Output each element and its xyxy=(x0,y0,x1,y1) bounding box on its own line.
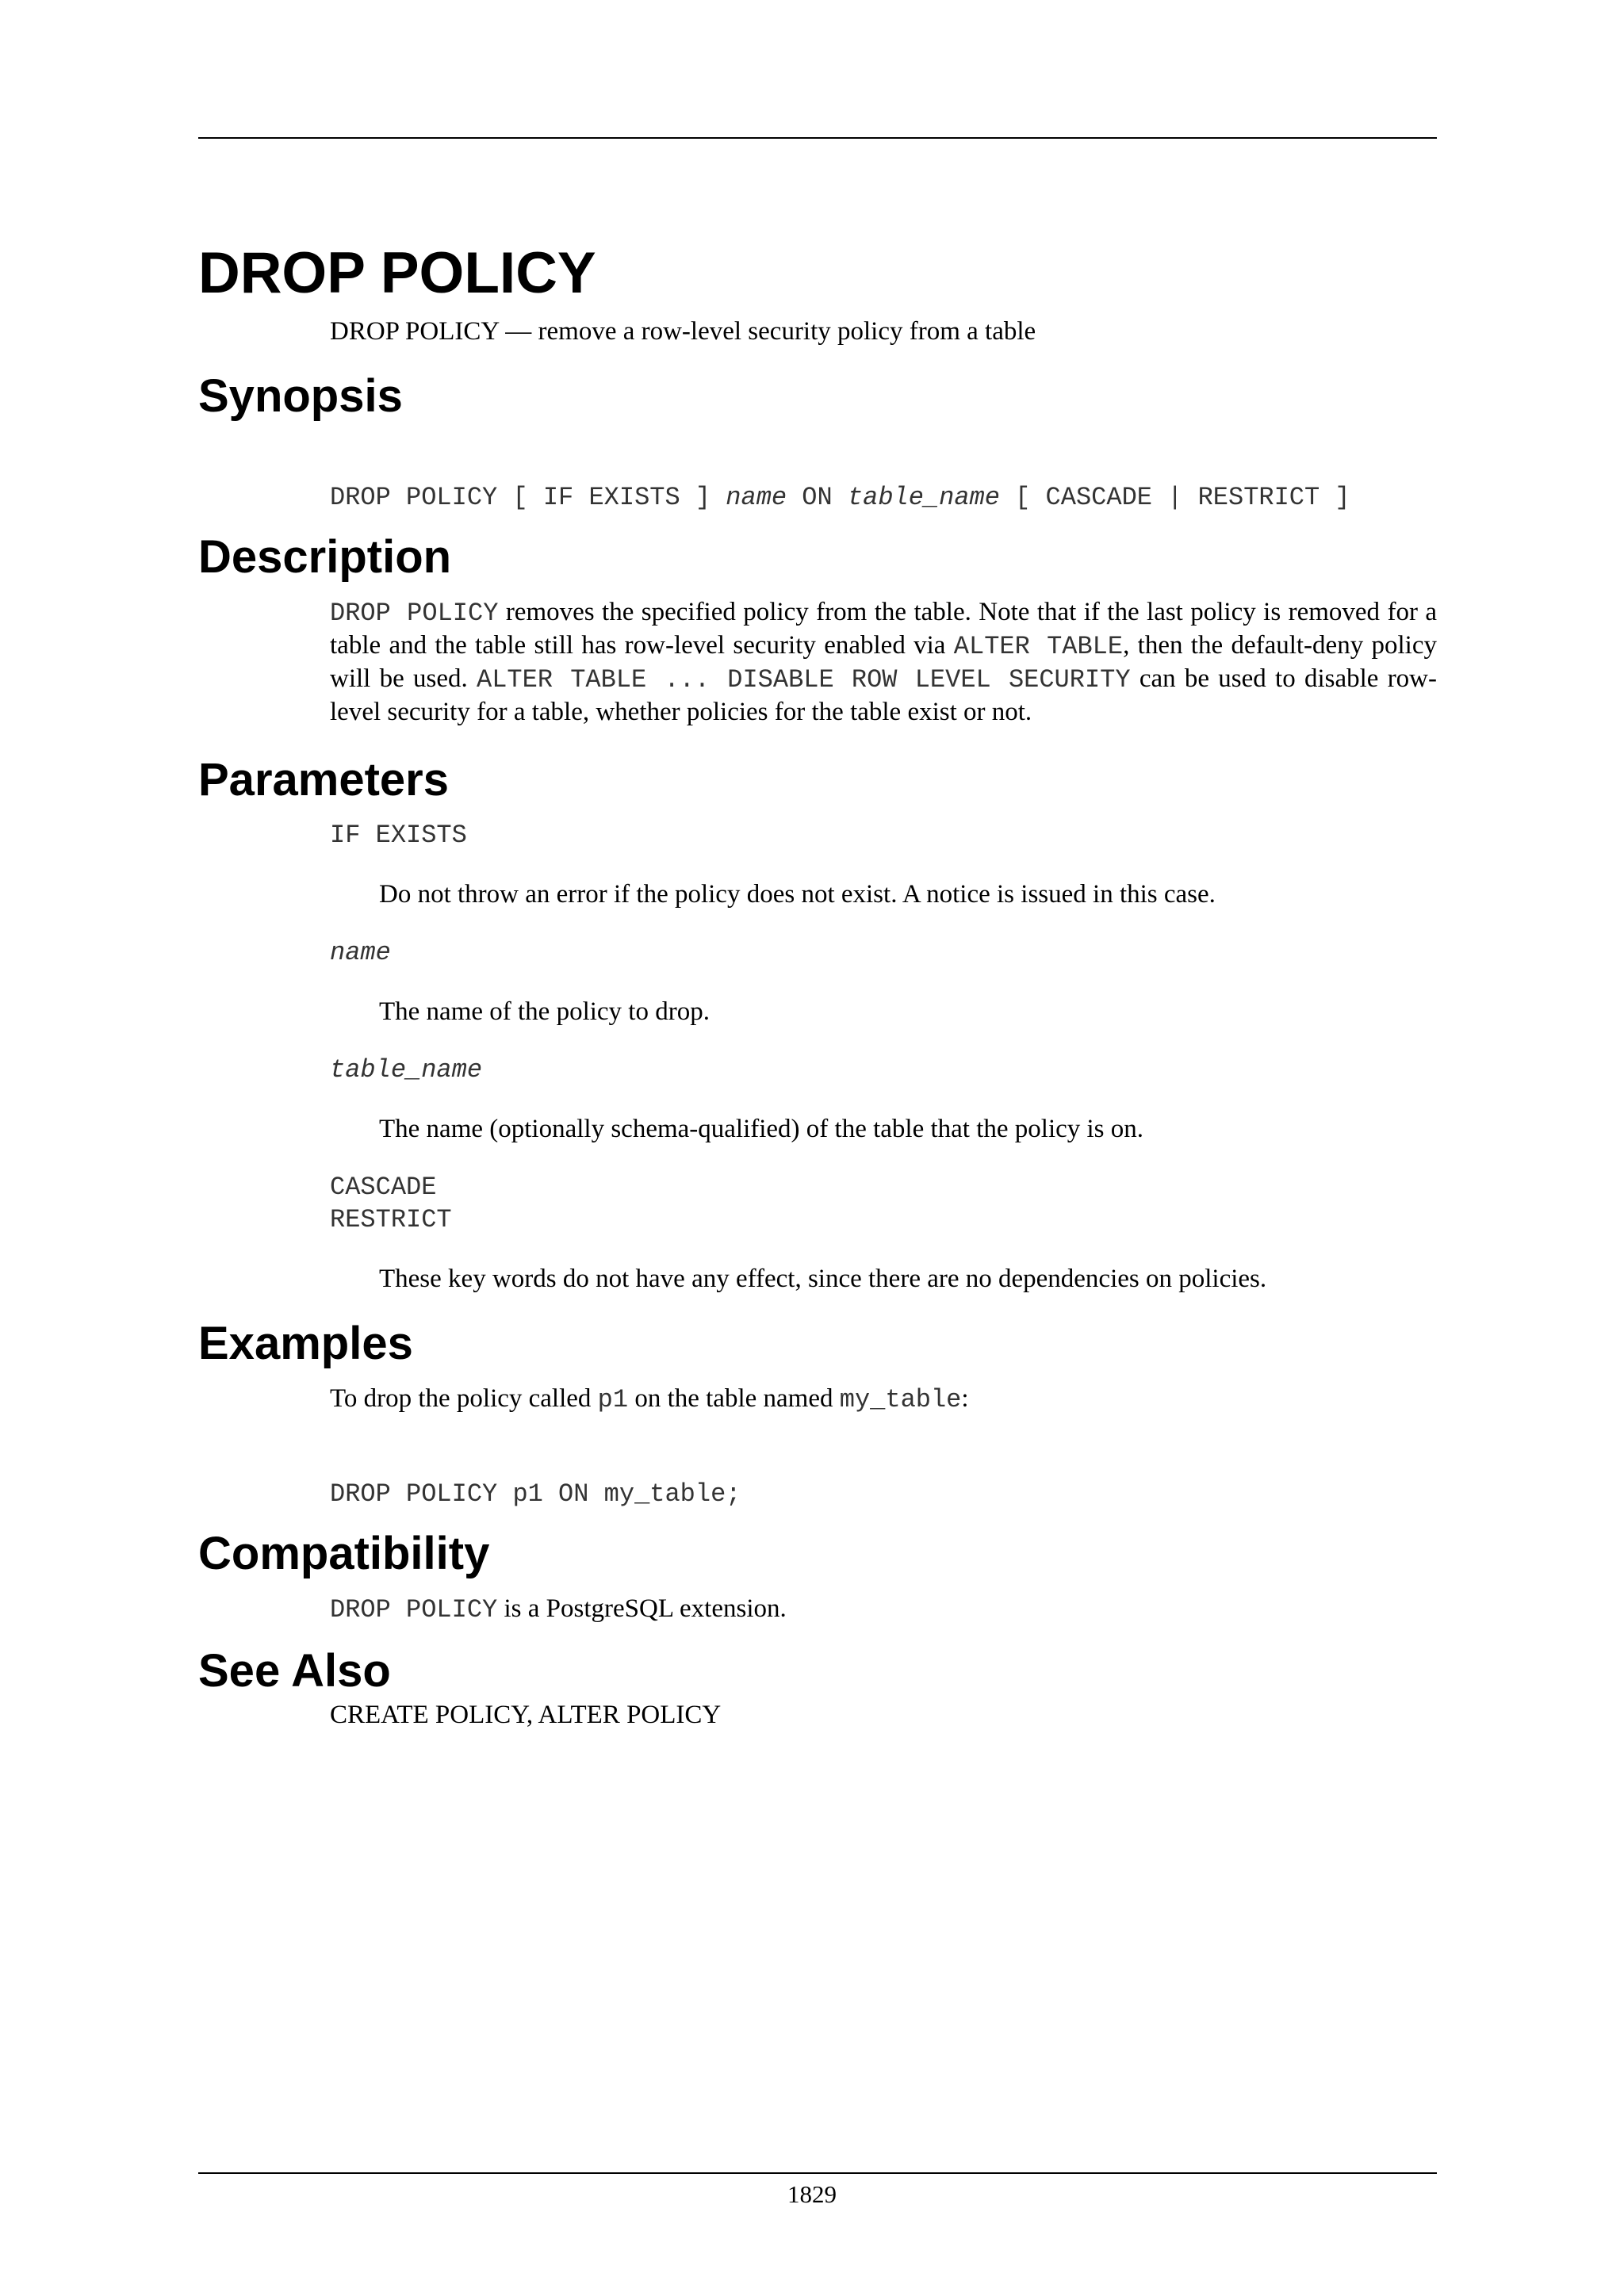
examples-paragraph: To drop the policy called p1 on the table named my_table: xyxy=(330,1384,969,1414)
synopsis-block xyxy=(330,481,1437,514)
synopsis-part3: [ CASCADE | RESTRICT ] xyxy=(999,483,1350,512)
parameters-list xyxy=(330,819,1437,1295)
description-heading: Description xyxy=(198,531,452,583)
page-number: 1829 xyxy=(787,2180,837,2208)
refpurpose-name: DROP POLICY xyxy=(330,317,500,346)
param-term-table-name: table_name xyxy=(330,1055,483,1085)
see-also-heading: See Also xyxy=(198,1645,391,1697)
synopsis-name: name xyxy=(726,483,787,512)
param-term-name: name xyxy=(330,938,391,967)
see-also-paragraph: CREATE POLICY, ALTER POLICY xyxy=(330,1701,722,1729)
param-term-restrict: RESTRICT xyxy=(330,1205,452,1234)
param-def-if-exists: Do not throw an error if the policy does not exist. A notice is issued in this case. xyxy=(379,880,1216,909)
refpurpose-dash: — xyxy=(505,317,532,346)
parameters-heading: Parameters xyxy=(198,754,449,806)
document-body xyxy=(198,238,1437,1732)
description-paragraph: DROP POLICY removes the specified policy from the table. Note that if the last policy is removed for a table and the table still has row-level security enabled via ALTER TABLE, then the default-deny policy will be used. ALTER TABLE ... DISABLE ROW LEVEL SECURITY can be used to disable row-level security for a table, whether policies for the table exist or not. xyxy=(330,598,1438,726)
example-code-block: DROP POLICY p1 ON my_table; xyxy=(330,1479,741,1509)
param-def-name: The name of the policy to drop. xyxy=(379,997,710,1026)
description-code-disable-rls: ALTER TABLE ... DISABLE ROW LEVEL SECURITY xyxy=(477,665,1131,695)
synopsis-part2: ON xyxy=(787,483,848,512)
param-term-cascade: CASCADE xyxy=(330,1173,437,1202)
refpurpose-text: remove a row-level security policy from a table xyxy=(538,317,1036,346)
page-title: DROP POLICY xyxy=(198,241,596,305)
param-term-if-exists: IF EXISTS xyxy=(330,821,467,850)
compatibility-paragraph: DROP POLICY is a PostgreSQL extension. xyxy=(330,1594,787,1624)
refpurpose xyxy=(330,316,1437,348)
see-also-link-alter-policy[interactable]: ALTER POLICY xyxy=(538,1701,722,1729)
description-code-drop-policy: DROP POLICY xyxy=(330,599,499,628)
param-def-cascade-restrict: These key words do not have any effect, since there are no dependencies on policies. xyxy=(379,1265,1267,1293)
footer-rule xyxy=(198,2172,1437,2174)
compatibility-code-drop-policy: DROP POLICY xyxy=(330,1595,498,1624)
examples-heading: Examples xyxy=(198,1318,413,1369)
synopsis-part1: DROP POLICY [ IF EXISTS ] xyxy=(330,483,726,512)
header-rule xyxy=(198,137,1437,139)
compatibility-heading: Compatibility xyxy=(198,1528,490,1579)
synopsis-heading: Synopsis xyxy=(198,370,403,422)
examples-code-p1: p1 xyxy=(597,1385,629,1414)
examples-code-my-table: my_table xyxy=(839,1385,962,1414)
description-code-alter-table: ALTER TABLE xyxy=(953,632,1124,661)
param-def-table-name: The name (optionally schema-qualified) of the table that the policy is on. xyxy=(379,1115,1144,1143)
see-also-link-create-policy[interactable]: CREATE POLICY xyxy=(330,1701,527,1729)
synopsis-table-name: table_name xyxy=(847,483,1000,512)
